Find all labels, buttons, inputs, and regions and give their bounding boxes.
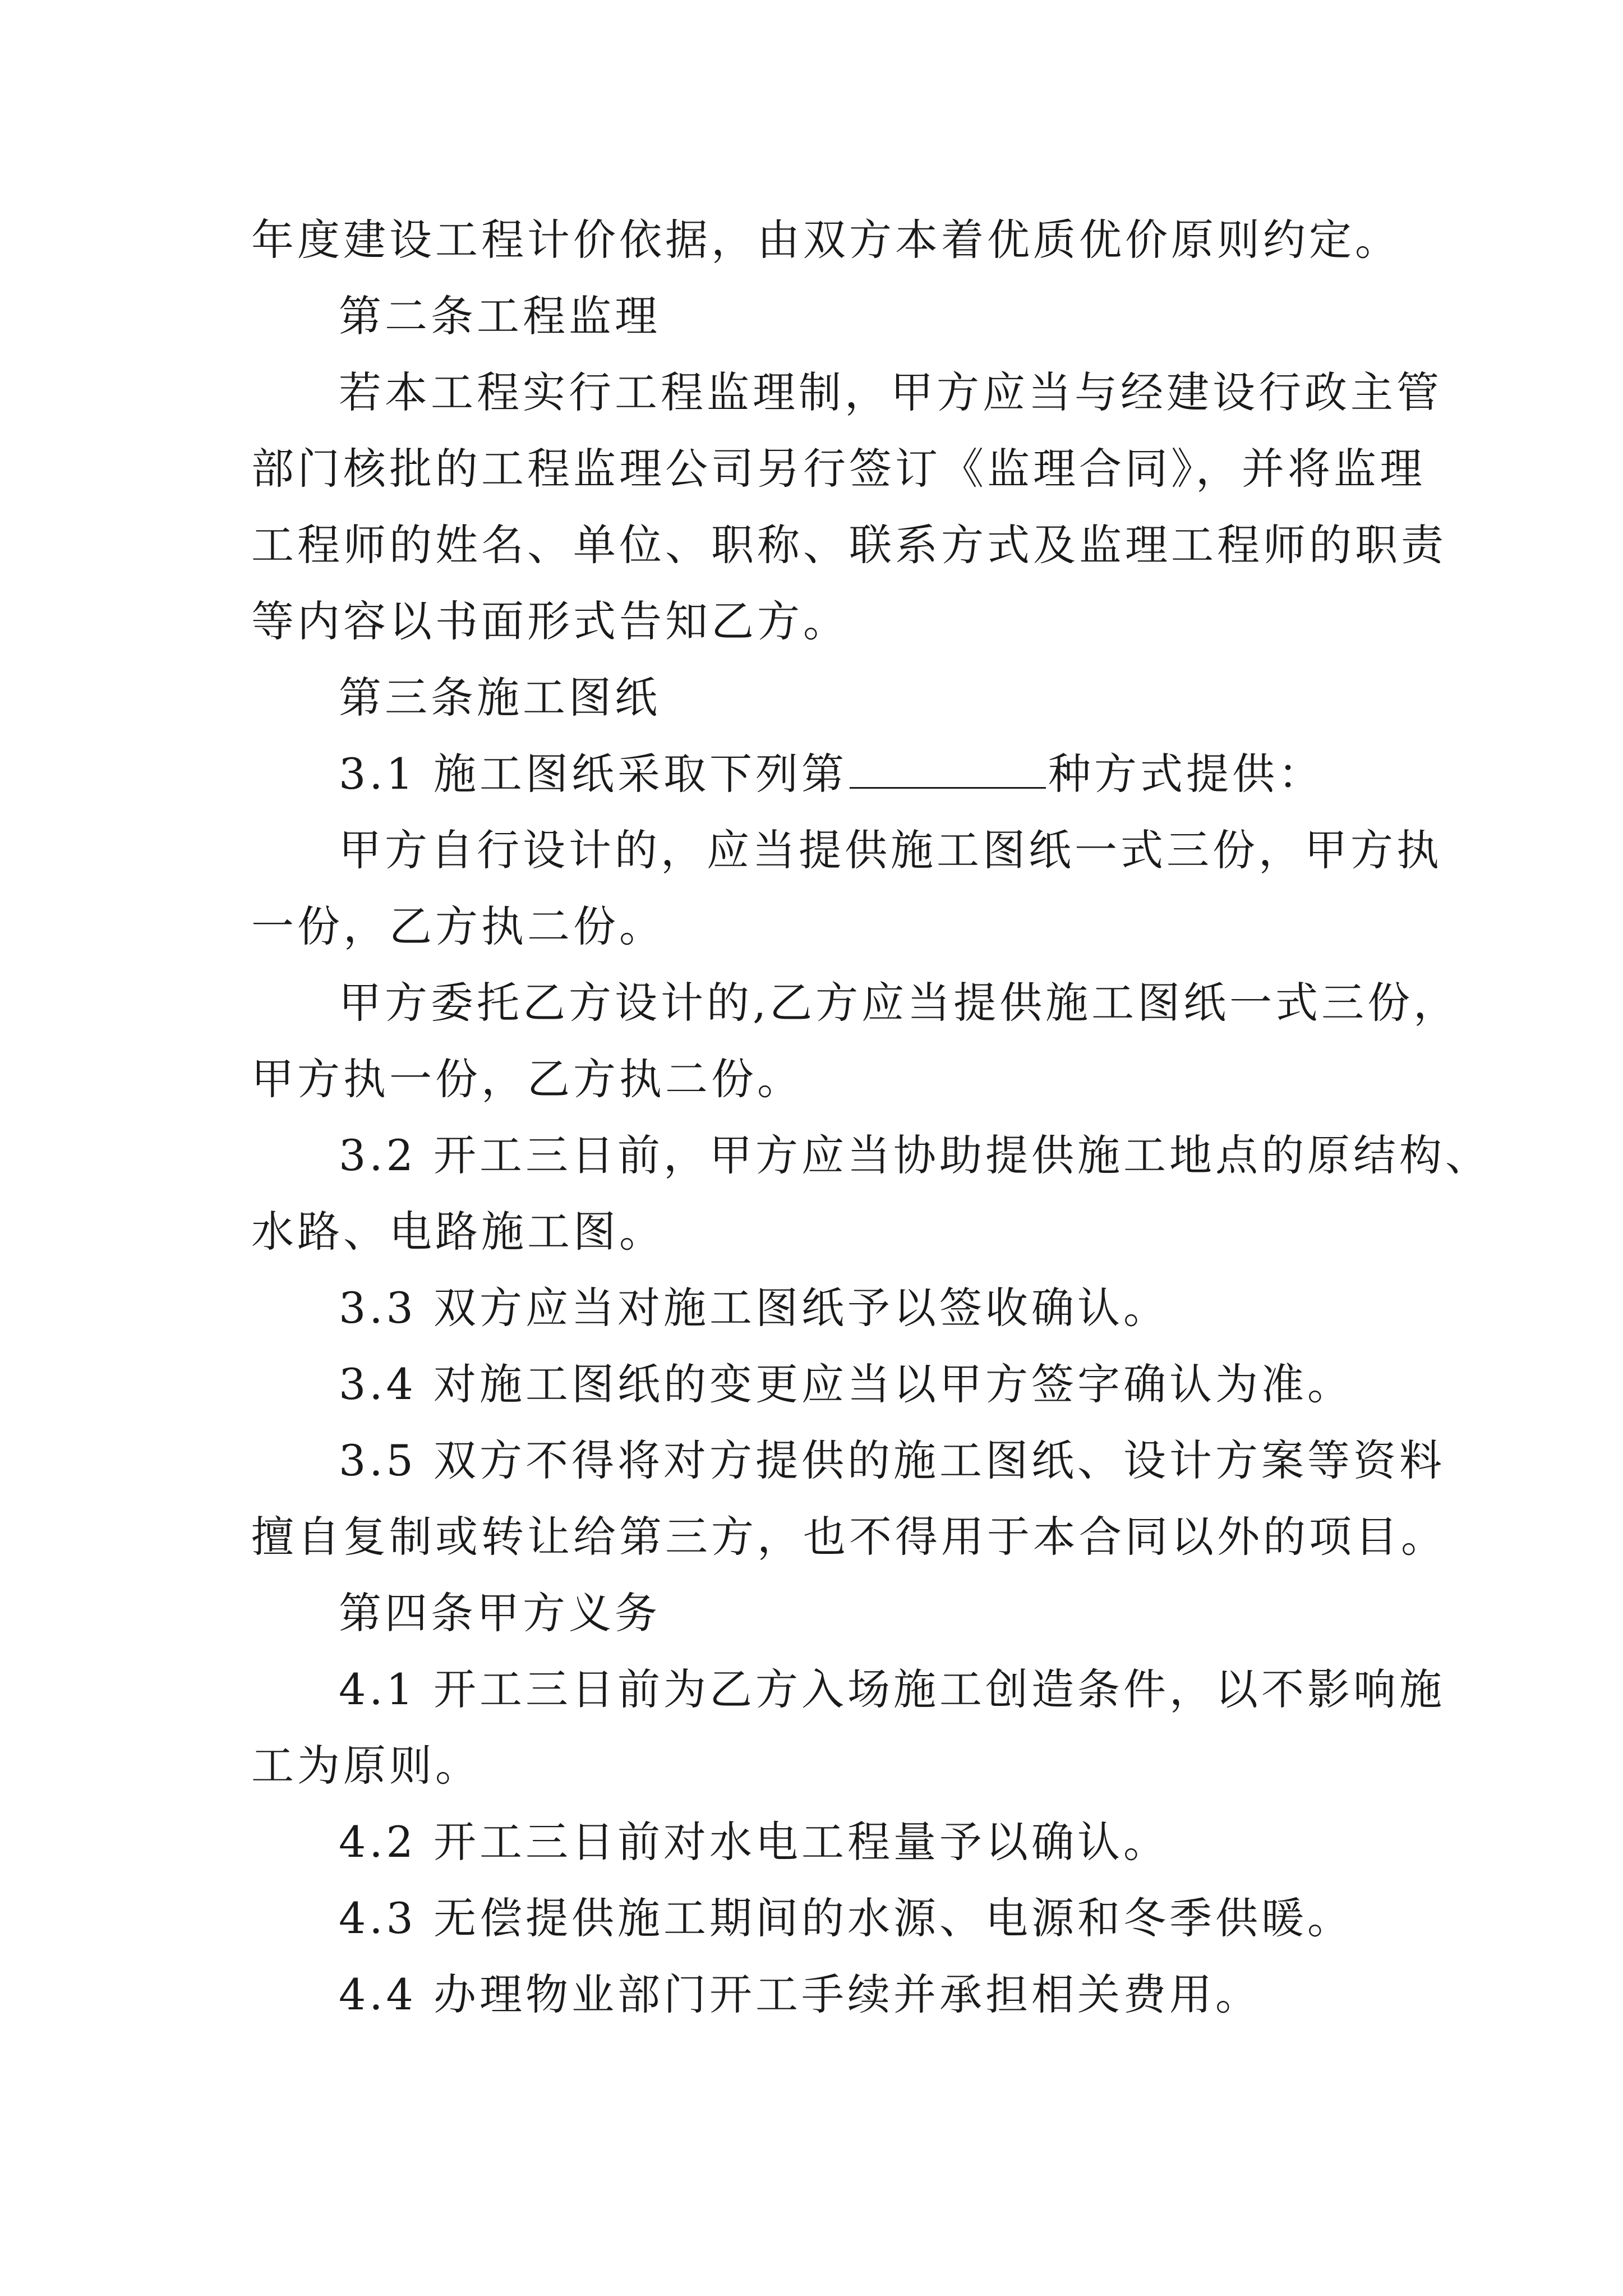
document-body: [251, 202, 1492, 2033]
clause-text-after-blank: 种方式提供：: [1048, 749, 1325, 799]
clause-with-blank: [251, 736, 1384, 812]
clause-line: 3.4 对施工图纸的变更应当以甲方签字确认为准。: [339, 1359, 1354, 1409]
clause-line: 4.1 开工三日前为乙方入场施工创造条件，以不影响施: [339, 1664, 1446, 1714]
section-heading: 第二条工程监理: [339, 291, 661, 341]
fill-in-blank: [850, 748, 1046, 789]
section-heading: 第四条甲方义务: [339, 1588, 661, 1638]
paragraph-line: 年度建设工程计价依据，由双方本着优质优价原则约定。: [251, 215, 1401, 265]
section-heading: 第三条施工图纸: [339, 673, 661, 723]
paragraph-line: 甲方执一份，乙方执二份。: [251, 1054, 803, 1104]
clause-line: 3.3 双方应当对施工图纸予以签收确认。: [339, 1283, 1170, 1333]
paragraph-line: 工程师的姓名、单位、职称、联系方式及监理工程师的职责: [251, 520, 1447, 570]
paragraph-line: 部门核批的工程监理公司另行签订《监理合同》，并将监理: [251, 444, 1426, 494]
paragraph-line: 一份，乙方执二份。: [251, 901, 665, 951]
clause-line: 4.3 无偿提供施工期间的水源、电源和冬季供暖。: [339, 1893, 1354, 1943]
clause-line: 4.2 开工三日前对水电工程量予以确认。: [339, 1817, 1170, 1867]
paragraph-line: 甲方自行设计的，应当提供施工图纸一式三份，甲方执: [339, 825, 1442, 875]
paragraph-line: 等内容以书面形式告知乙方。: [251, 596, 849, 646]
clause-line: 3.5 双方不得将对方提供的施工图纸、设计方案等资料: [339, 1435, 1446, 1485]
paragraph-line: 擅自复制或转让给第三方，也不得用于本合同以外的项目。: [251, 1512, 1447, 1562]
clause-text-before-blank: 3.1 施工图纸采取下列第: [339, 749, 848, 799]
paragraph-line: 水路、电路施工图。: [251, 1207, 665, 1257]
clause-line: 4.4 办理物业部门开工手续并承担相关费用。: [339, 1970, 1262, 2019]
clause-line: 3.2 开工三日前，甲方应当协助提供施工地点的原结构、: [339, 1130, 1492, 1180]
paragraph-line: 甲方委托乙方设计的,乙方应当提供施工图纸一式三份，: [339, 978, 1460, 1028]
paragraph-line: 工为原则。: [251, 1741, 481, 1791]
paragraph-line: 若本工程实行工程监理制，甲方应当与经建设行政主管: [339, 367, 1442, 417]
